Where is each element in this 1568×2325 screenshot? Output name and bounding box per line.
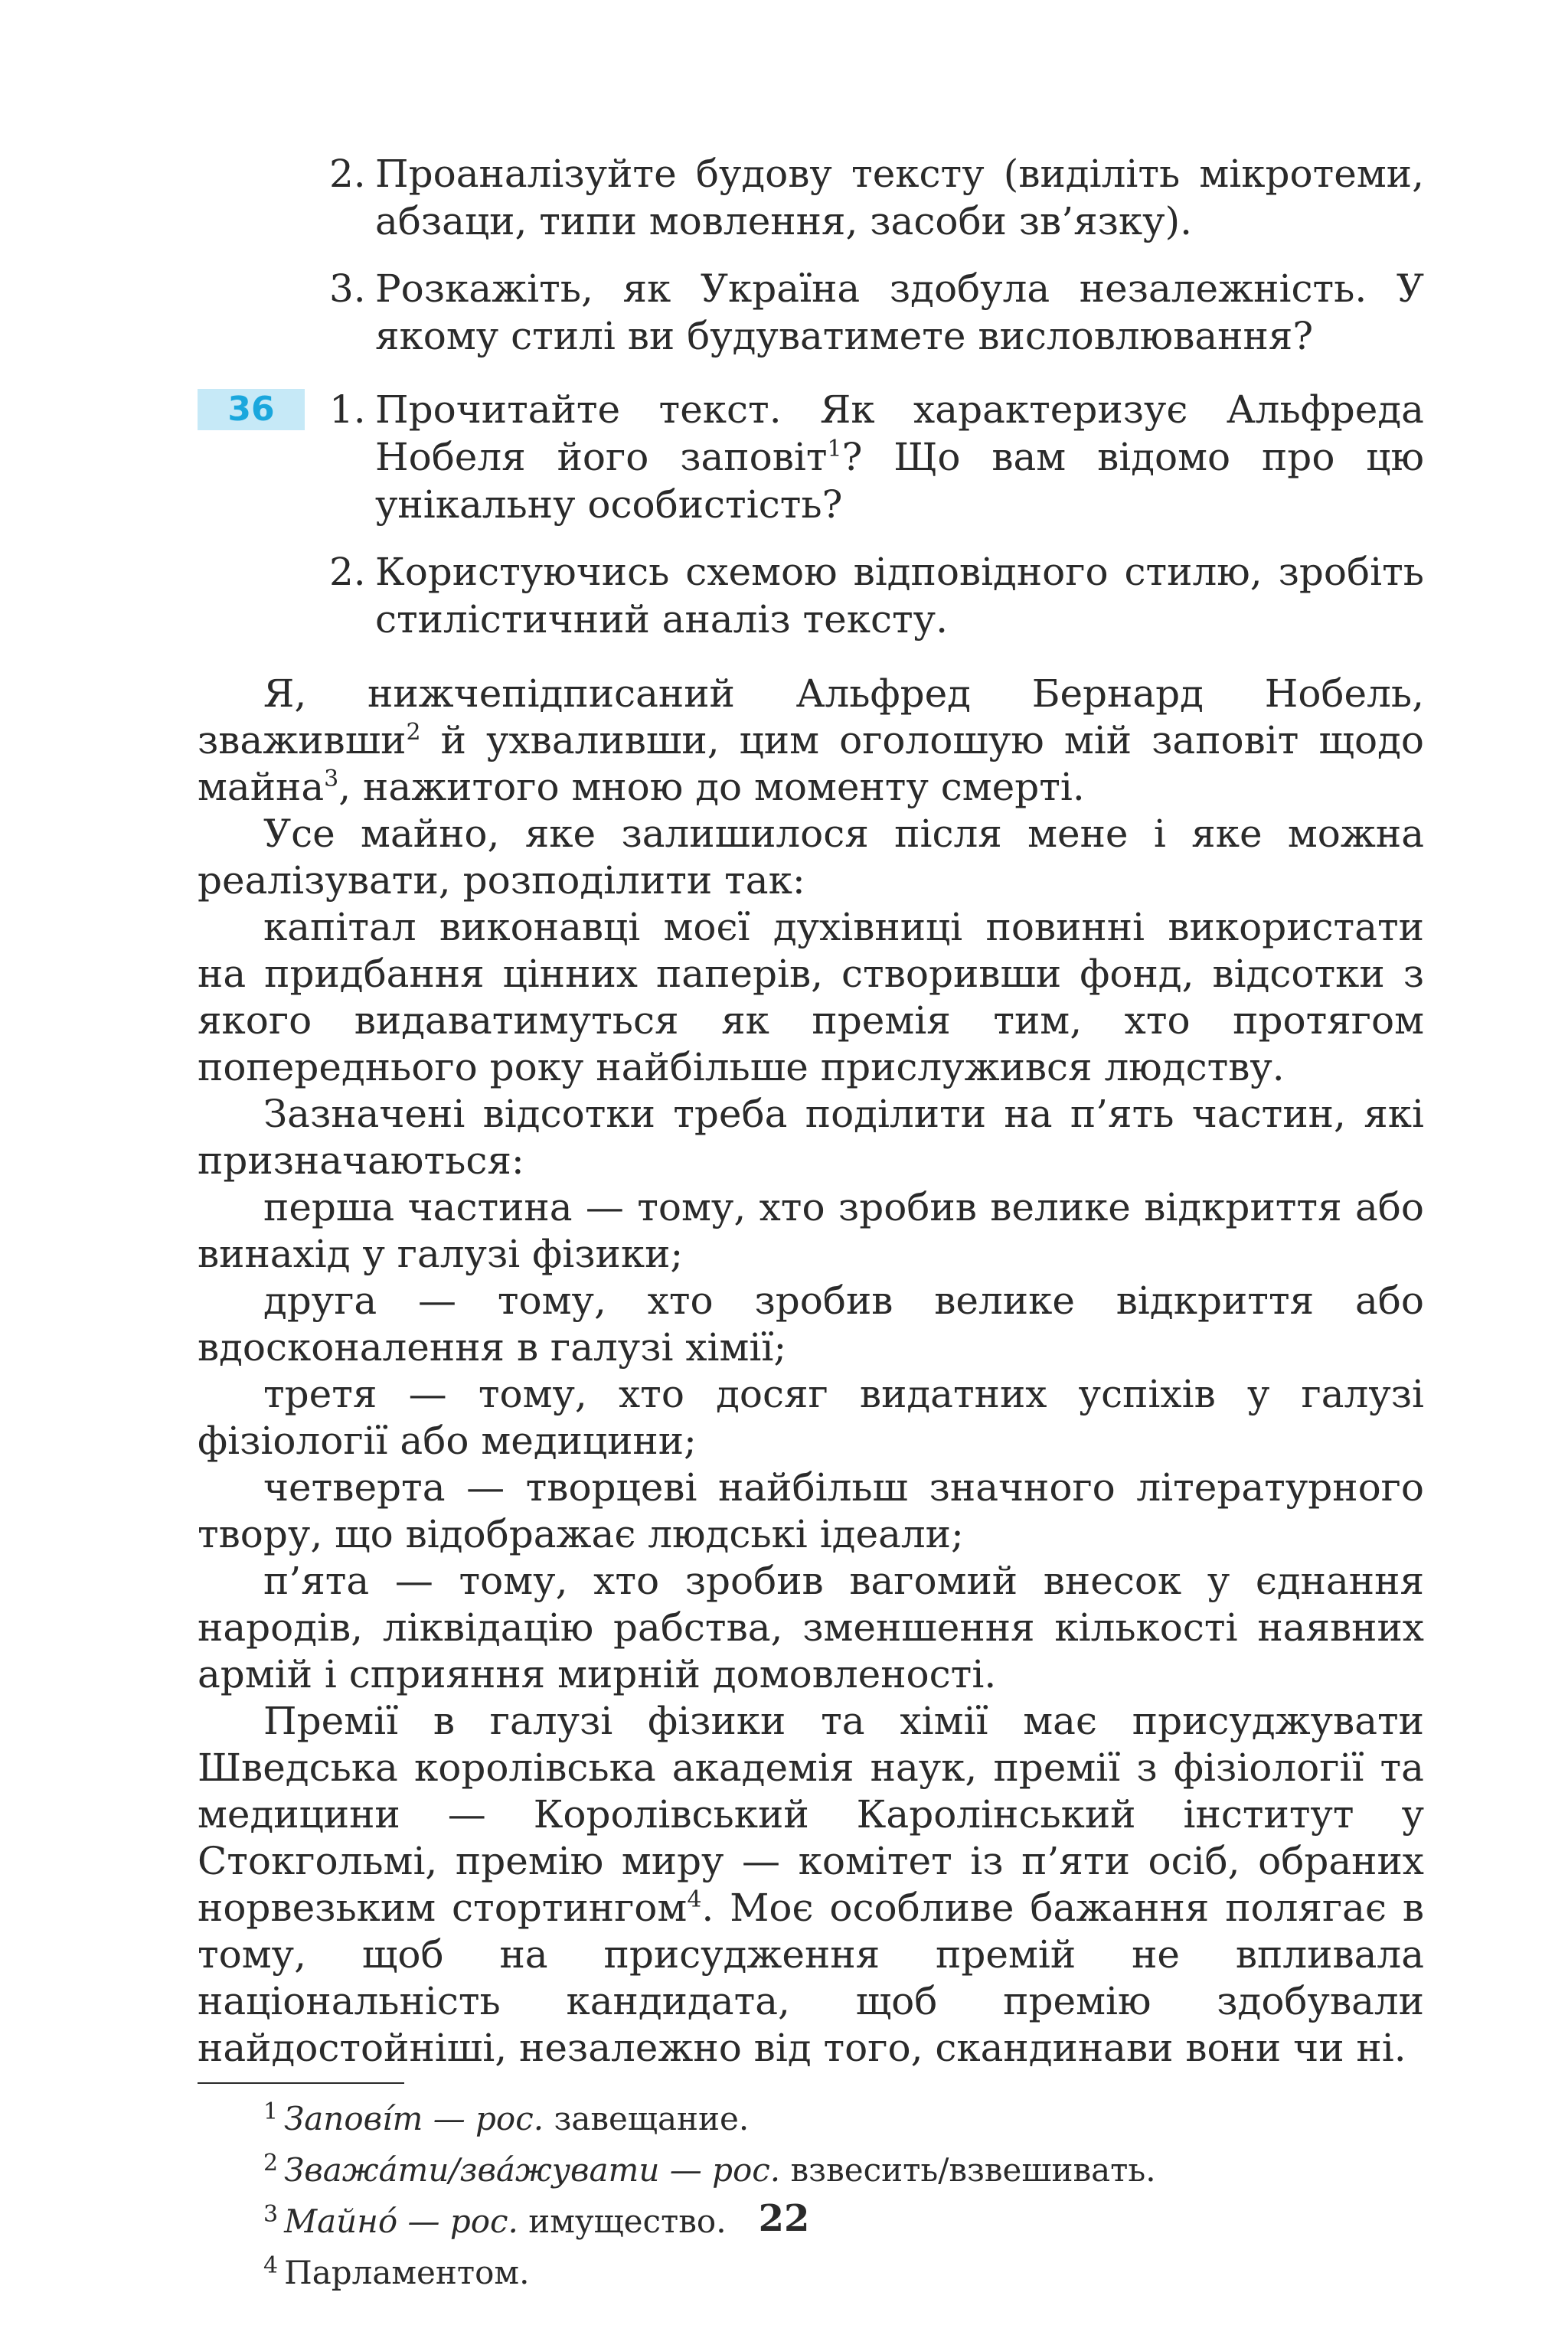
task-text: Проаналізуйте будову тексту (виділіть мікротеми, абзаци, типи мовлення, засоби зв’язку). xyxy=(375,152,1424,243)
task-text: Користуючись схемою відповідного стилю, зробіть стилістичний аналіз тексту. xyxy=(375,550,1424,642)
task-2-prev xyxy=(198,150,1424,245)
task-number: 1. xyxy=(329,387,366,432)
task-text: Розкажіть, як Україна здобула незалежність. У якому стилі ви будуватимете висловлювання? xyxy=(375,266,1424,358)
paragraph: Зазначені відсотки треба поділити на п’ять частин, які призначаються: xyxy=(198,1092,1424,1183)
footnote-ref: 4 xyxy=(687,1886,702,1913)
task-text-b: ? Що вам відомо про цю унікальну особистість? xyxy=(375,435,1424,527)
footnote-divider xyxy=(198,2082,404,2084)
footnote-2: $^2$ Зважа́ти/зва́жувати — рос. взвесить/взвешивать. xyxy=(263,2150,1156,2189)
footnote-4: $^4$ Парламентом. xyxy=(263,2252,530,2291)
task-number: 2. xyxy=(329,152,366,196)
paragraph: третя — тому, хто досяг видатних успіхів у галузі фізіології або медицини; xyxy=(198,1372,1424,1463)
task-text-a: Прочитайте текст. Як характеризує Альфреда Нобеля його заповіт xyxy=(375,387,1424,479)
paragraph: капітал виконавці моєї духівниці повинні використати на придбання цінних паперів, створивши фонд, відсотки з якого видаватимуться як премія тим, хто протягом попереднього року найбільше прислужився людству. xyxy=(198,905,1424,1089)
paragraph: перша частина — тому, хто зробив велике відкриття або винахід у галузі фізики; xyxy=(198,1185,1424,1276)
task-number: 3. xyxy=(329,266,366,311)
footnotes xyxy=(198,2090,1424,2295)
footnote-ref: 2 xyxy=(406,719,421,746)
exercise-36 xyxy=(198,386,1424,643)
paragraph: п’ята — тому, хто зробив вагомий внесок у єднання народів, ліквідацію рабства, зменшення кількості наявних армій і сприяння мирній домовленості. xyxy=(198,1559,1424,1696)
footnote-ref: 3 xyxy=(324,766,339,792)
paragraph: четверта — творцеві найбільш значного літературного твору, що відображає людські ідеали; xyxy=(198,1465,1424,1556)
paragraph: Усе майно, яке залишилося після мене і яке можна реалізувати, розподілити так: xyxy=(198,811,1424,903)
footnote-ref: 1 xyxy=(827,436,842,462)
page-number: 22 xyxy=(758,2197,810,2240)
paragraph: Премії в галузі фізики та хімії має присуджувати Шведська королівська академія наук, премії з фізіології та медицини — Королівський Каролінський інститут у Стокгольмі, премію миру — комітет із п’яти осіб, обраних норвезьким стортингом$^4$. Моє особливе бажання полягає в тому, щоб на присудження премій не впливала національність кандидата, щоб премію здобували найдостойніші, незалежно від того, скандинави вони чи ні. xyxy=(198,1699,1424,2070)
exercise-task-2 xyxy=(198,548,1424,643)
paragraph: Я, нижчепідписаний Альфред Бернард Нобель, зваживши$^2$ й ухваливши, цим оголошую мій заповіт щодо майна$^3$, нажитого мною до моменту смерті. xyxy=(198,671,1424,809)
footnote-1: $^1$ Запові́т — рос. завещание. xyxy=(263,2098,750,2137)
footnote-3: $^3$ Майно́ — рос. имущество. xyxy=(263,2201,727,2240)
task-3-prev xyxy=(198,265,1424,360)
testament-text xyxy=(198,671,1424,2072)
task-number: 2. xyxy=(329,550,366,594)
exercise-task-1 xyxy=(198,386,1424,528)
paragraph: друга — тому, хто зробив велике відкриття або вдосконалення в галузі хімії; xyxy=(198,1278,1424,1370)
page-content xyxy=(198,150,1424,2295)
exercise-number-badge: 36 xyxy=(198,389,305,430)
